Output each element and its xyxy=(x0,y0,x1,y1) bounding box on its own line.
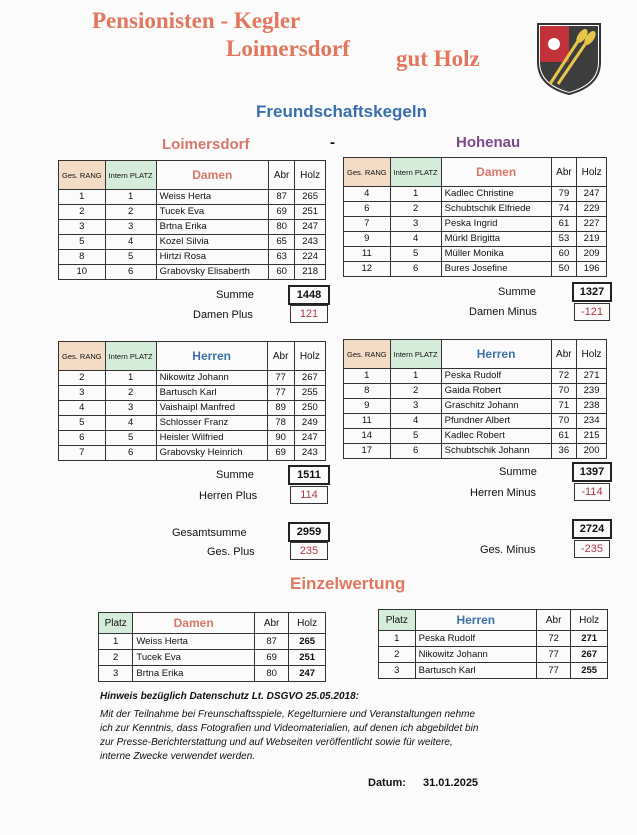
intern-cell: 6 xyxy=(105,446,156,461)
table-row xyxy=(344,444,607,459)
abr-cell: 69 xyxy=(254,650,288,666)
platz-cell: 1 xyxy=(99,634,133,650)
summe-label: Summe xyxy=(498,286,536,298)
intern-header: Intern PLATZ xyxy=(390,158,441,187)
rank-cell: 8 xyxy=(344,384,391,399)
abr-cell: 71 xyxy=(551,399,577,414)
table-row xyxy=(344,384,607,399)
table-row xyxy=(59,371,326,386)
abr-cell: 60 xyxy=(551,247,577,262)
holz-cell: 247 xyxy=(289,666,326,682)
rank-cell: 1 xyxy=(59,190,106,205)
abr-cell: 69 xyxy=(267,446,294,461)
ges-plus-label: Ges. Plus xyxy=(207,546,255,558)
holz-cell: 215 xyxy=(577,429,607,444)
name-cell: Weiss Herta xyxy=(156,190,268,205)
name-cell: Gaida Robert xyxy=(441,384,551,399)
platz-header: Platz xyxy=(99,613,133,634)
rank-cell: 2 xyxy=(59,371,106,386)
holz-header: Holz xyxy=(577,158,607,187)
holz-cell: 265 xyxy=(289,634,326,650)
rank-cell: 11 xyxy=(344,247,391,262)
club-location: Loimersdorf xyxy=(226,36,350,61)
rank-cell: 14 xyxy=(344,429,391,444)
intern-cell: 6 xyxy=(390,444,441,459)
abr-cell: 80 xyxy=(254,666,288,682)
table-row xyxy=(59,446,326,461)
date-label: Datum: xyxy=(368,777,406,789)
holz-cell: 200 xyxy=(577,444,607,459)
holz-cell: 249 xyxy=(294,416,325,431)
intern-cell: 5 xyxy=(390,429,441,444)
platz-cell: 2 xyxy=(379,647,416,663)
gesamtsumme-label: Gesamtsumme xyxy=(172,527,247,539)
rank-header: Ges. RANG xyxy=(59,161,106,190)
table-row xyxy=(344,232,607,247)
abr-cell: 90 xyxy=(267,431,294,446)
table-row xyxy=(344,429,607,444)
holz-cell: 209 xyxy=(577,247,607,262)
abr-cell: 60 xyxy=(268,265,294,280)
table-row xyxy=(344,399,607,414)
intern-cell: 5 xyxy=(105,250,156,265)
intern-cell: 3 xyxy=(390,399,441,414)
holz-cell: 267 xyxy=(294,371,325,386)
abr-cell: 70 xyxy=(551,414,577,429)
name-cell: Brtna Erika xyxy=(133,666,255,682)
table-row xyxy=(59,250,326,265)
holz-header: Holz xyxy=(571,610,608,631)
intern-cell: 1 xyxy=(390,187,441,202)
privacy-line: zur Presse-Berichterstattung und auf Webseiten veröffentlicht sowie für weitere, xyxy=(100,737,453,748)
privacy-line: Mit der Teilnahme bei Freunschaftsspiele, Kegelturniere und Veranstaltungen nehme xyxy=(100,709,476,720)
rank-cell: 2 xyxy=(59,205,106,220)
holz-cell: 251 xyxy=(289,650,326,666)
holz-cell: 243 xyxy=(295,235,326,250)
name-cell: Peska Ingrid xyxy=(441,217,551,232)
name-cell: Bartusch Karl xyxy=(415,663,536,679)
platz-cell: 1 xyxy=(379,631,416,647)
name-cell: Tucek Eva xyxy=(156,205,268,220)
holz-cell: 255 xyxy=(571,663,608,679)
summe-label: Summe xyxy=(499,466,537,478)
damen-header: Damen xyxy=(156,161,268,190)
holz-cell: 250 xyxy=(294,401,325,416)
name-cell: Brtna Erika xyxy=(156,220,268,235)
table-row xyxy=(344,217,607,232)
damen-minus-label: Damen Minus xyxy=(469,306,537,318)
date-value: 31.01.2025 xyxy=(423,777,479,789)
abr-header: Abr xyxy=(551,340,577,369)
holz-cell: 234 xyxy=(577,414,607,429)
holz-cell: 239 xyxy=(577,384,607,399)
name-cell: Tucek Eva xyxy=(133,650,255,666)
holz-cell: 265 xyxy=(295,190,326,205)
rank-cell: 4 xyxy=(59,401,106,416)
abr-header: Abr xyxy=(536,610,570,631)
intern-cell: 2 xyxy=(390,384,441,399)
table-row xyxy=(59,401,326,416)
name-cell: Kozel Silvia xyxy=(156,235,268,250)
rank-cell: 5 xyxy=(59,235,106,250)
holz-header: Holz xyxy=(577,340,607,369)
rank-cell: 4 xyxy=(344,187,391,202)
name-cell: Pfundner Albert xyxy=(441,414,551,429)
abr-cell: 89 xyxy=(267,401,294,416)
intern-cell: 2 xyxy=(390,202,441,217)
rank-cell: 9 xyxy=(344,399,391,414)
name-cell: Vaishaipl Manfred xyxy=(156,401,267,416)
privacy-line: ich zur Kenntnis, dass Fotografien und Videomaterialien, auf denen ich abgebildet bin xyxy=(100,723,479,734)
abr-header: Abr xyxy=(254,613,288,634)
table-row xyxy=(59,265,326,280)
herren-plus-label: Herren Plus xyxy=(199,490,258,502)
table-row xyxy=(344,187,607,202)
holz-cell: 271 xyxy=(571,631,608,647)
name-cell: Graschitz Johann xyxy=(441,399,551,414)
rank-cell: 6 xyxy=(344,202,391,217)
intern-cell: 6 xyxy=(390,262,441,277)
table-row xyxy=(99,666,326,682)
abr-cell: 77 xyxy=(267,371,294,386)
abr-cell: 61 xyxy=(551,429,577,444)
herren-header: Herren xyxy=(415,610,536,631)
hohenau-damen-table xyxy=(343,157,607,277)
summe-label: Summe xyxy=(216,289,254,301)
ges-minus-label: Ges. Minus xyxy=(480,544,536,556)
rank-cell: 12 xyxy=(344,262,391,277)
holz-cell: 224 xyxy=(295,250,326,265)
away-minus: -235 xyxy=(574,540,610,558)
name-cell: Peska Rudolf xyxy=(441,369,551,384)
away-total: 2724 xyxy=(572,519,612,539)
name-cell: Mürkl Brigitta xyxy=(441,232,551,247)
holz-cell: 218 xyxy=(295,265,326,280)
rank-cell: 10 xyxy=(59,265,106,280)
holz-cell: 243 xyxy=(294,446,325,461)
holz-cell: 251 xyxy=(295,205,326,220)
damen-header: Damen xyxy=(133,613,255,634)
loim-herren-summe: 1511 xyxy=(288,465,330,485)
abr-header: Abr xyxy=(551,158,577,187)
rank-cell: 17 xyxy=(344,444,391,459)
intern-cell: 4 xyxy=(390,414,441,429)
abr-cell: 65 xyxy=(268,235,294,250)
table-row xyxy=(379,663,608,679)
rank-cell: 7 xyxy=(344,217,391,232)
holz-header: Holz xyxy=(289,613,326,634)
rank-header: Ges. RANG xyxy=(59,342,106,371)
intern-cell: 3 xyxy=(105,401,156,416)
name-cell: Heisler Wilfried xyxy=(156,431,267,446)
holz-cell: 255 xyxy=(294,386,325,401)
name-cell: Kadlec Christine xyxy=(441,187,551,202)
abr-cell: 87 xyxy=(254,634,288,650)
table-row xyxy=(59,235,326,250)
hoh-damen-summe: 1327 xyxy=(572,282,612,302)
intern-cell: 1 xyxy=(390,369,441,384)
abr-header: Abr xyxy=(267,342,294,371)
rank-header: Ges. RANG xyxy=(344,340,391,369)
herren-header: Herren xyxy=(441,340,551,369)
name-cell: Weiss Herta xyxy=(133,634,255,650)
abr-cell: 78 xyxy=(267,416,294,431)
name-cell: Schubtschik Elfriede xyxy=(441,202,551,217)
table-row xyxy=(59,431,326,446)
table-row xyxy=(59,205,326,220)
rank-cell: 8 xyxy=(59,250,106,265)
privacy-line: interne Zwecke verwendet werden. xyxy=(100,751,256,762)
holz-cell: 219 xyxy=(577,232,607,247)
holz-cell: 271 xyxy=(577,369,607,384)
abr-cell: 70 xyxy=(551,384,577,399)
table-row xyxy=(99,634,326,650)
table-row xyxy=(59,220,326,235)
intern-cell: 2 xyxy=(105,205,156,220)
name-cell: Bures Josefine xyxy=(441,262,551,277)
einzelwertung-title: Einzelwertung xyxy=(290,574,406,593)
holz-cell: 227 xyxy=(577,217,607,232)
table-row xyxy=(59,386,326,401)
name-cell: Bartusch Karl xyxy=(156,386,267,401)
holz-header: Holz xyxy=(295,161,326,190)
holz-cell: 238 xyxy=(577,399,607,414)
platz-cell: 3 xyxy=(379,663,416,679)
name-cell: Nikowitz Johann xyxy=(415,647,536,663)
team-separator: - xyxy=(330,134,335,151)
hoh-herren-diff: -114 xyxy=(574,483,610,501)
einzel-damen-table xyxy=(98,612,326,682)
coat-of-arms-icon xyxy=(536,22,602,96)
rank-cell: 7 xyxy=(59,446,106,461)
home-plus: 235 xyxy=(290,542,328,560)
rank-cell: 11 xyxy=(344,414,391,429)
club-slogan: gut Holz xyxy=(396,46,480,71)
name-cell: Müller Monika xyxy=(441,247,551,262)
intern-cell: 3 xyxy=(390,217,441,232)
intern-header: Intern PLATZ xyxy=(390,340,441,369)
intern-cell: 6 xyxy=(105,265,156,280)
intern-cell: 4 xyxy=(390,232,441,247)
holz-cell: 247 xyxy=(577,187,607,202)
platz-cell: 2 xyxy=(99,650,133,666)
herren-minus-label: Herren Minus xyxy=(470,487,537,499)
table-row xyxy=(99,650,326,666)
rank-cell: 5 xyxy=(59,416,106,431)
rank-cell: 1 xyxy=(344,369,391,384)
name-cell: Kadlec Robert xyxy=(441,429,551,444)
rank-cell: 6 xyxy=(59,431,106,446)
holz-cell: 247 xyxy=(294,431,325,446)
intern-cell: 2 xyxy=(105,386,156,401)
table-row xyxy=(344,202,607,217)
table-row xyxy=(344,414,607,429)
abr-cell: 77 xyxy=(536,647,570,663)
intern-cell: 1 xyxy=(105,190,156,205)
abr-cell: 72 xyxy=(536,631,570,647)
table-row xyxy=(344,369,607,384)
name-cell: Hirtzi Rosa xyxy=(156,250,268,265)
name-cell: Peska Rudolf xyxy=(415,631,536,647)
loim-herren-diff: 114 xyxy=(290,486,328,504)
rank-header: Ges. RANG xyxy=(344,158,391,187)
holz-cell: 247 xyxy=(295,220,326,235)
loim-damen-summe: 1448 xyxy=(288,285,330,305)
holz-cell: 196 xyxy=(577,262,607,277)
abr-cell: 63 xyxy=(268,250,294,265)
name-cell: Grabovsky Elisaberth xyxy=(156,265,268,280)
abr-cell: 50 xyxy=(551,262,577,277)
table-row xyxy=(59,190,326,205)
abr-cell: 72 xyxy=(551,369,577,384)
table-row xyxy=(379,631,608,647)
loimersdorf-herren-table xyxy=(58,341,326,461)
rank-cell: 3 xyxy=(59,386,106,401)
damen-plus-label: Damen Plus xyxy=(193,309,253,321)
intern-header: Intern PLATZ xyxy=(105,161,156,190)
holz-header: Holz xyxy=(294,342,325,371)
intern-cell: 3 xyxy=(105,220,156,235)
abr-cell: 36 xyxy=(551,444,577,459)
holz-cell: 267 xyxy=(571,647,608,663)
herren-header: Herren xyxy=(156,342,267,371)
intern-cell: 5 xyxy=(390,247,441,262)
table-row xyxy=(59,416,326,431)
home-total: 2959 xyxy=(288,522,330,542)
away-team: Hohenau xyxy=(456,134,521,151)
hoh-damen-diff: -121 xyxy=(574,303,610,321)
name-cell: Grabovsky Heinrich xyxy=(156,446,267,461)
privacy-heading: Hinweis bezüglich Datenschutz Lt. DSGVO 25.05.2018: xyxy=(100,691,359,702)
intern-cell: 1 xyxy=(105,371,156,386)
abr-header: Abr xyxy=(268,161,294,190)
intern-cell: 5 xyxy=(105,431,156,446)
loimersdorf-damen-table xyxy=(58,160,326,280)
name-cell: Schlosser Franz xyxy=(156,416,267,431)
loim-damen-diff: 121 xyxy=(290,305,328,323)
abr-cell: 74 xyxy=(551,202,577,217)
name-cell: Schubtschik Johann xyxy=(441,444,551,459)
rank-cell: 3 xyxy=(59,220,106,235)
abr-cell: 61 xyxy=(551,217,577,232)
abr-cell: 77 xyxy=(267,386,294,401)
rank-cell: 9 xyxy=(344,232,391,247)
abr-cell: 69 xyxy=(268,205,294,220)
club-name: Pensionisten - Kegler xyxy=(92,8,301,33)
abr-cell: 53 xyxy=(551,232,577,247)
platz-cell: 3 xyxy=(99,666,133,682)
hohenau-herren-table xyxy=(343,339,607,459)
table-row xyxy=(344,262,607,277)
damen-header: Damen xyxy=(441,158,551,187)
einzel-herren-table xyxy=(378,609,608,679)
abr-cell: 77 xyxy=(536,663,570,679)
abr-cell: 79 xyxy=(551,187,577,202)
page-title: Freundschaftskegeln xyxy=(256,102,427,121)
holz-cell: 229 xyxy=(577,202,607,217)
table-row xyxy=(379,647,608,663)
home-team: Loimersdorf xyxy=(162,136,250,153)
intern-header: Intern PLATZ xyxy=(105,342,156,371)
abr-cell: 87 xyxy=(268,190,294,205)
summe-label: Summe xyxy=(216,469,254,481)
table-row xyxy=(344,247,607,262)
abr-cell: 80 xyxy=(268,220,294,235)
hoh-herren-summe: 1397 xyxy=(572,462,612,482)
intern-cell: 4 xyxy=(105,416,156,431)
intern-cell: 4 xyxy=(105,235,156,250)
platz-header: Platz xyxy=(379,610,416,631)
name-cell: Nikowitz Johann xyxy=(156,371,267,386)
